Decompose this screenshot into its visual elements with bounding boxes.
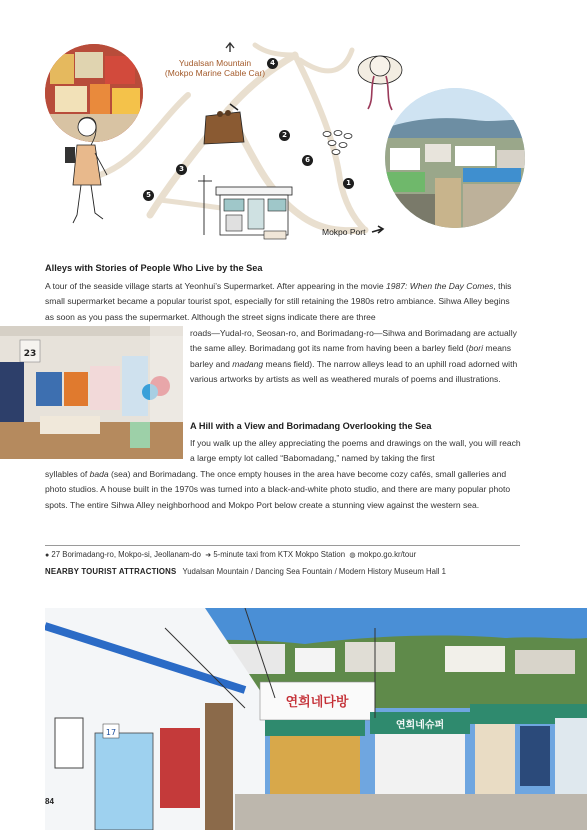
p1-text-a: A tour of the seaside village starts at Yeonhui’s Supermarket. After appearing in the movie: [45, 281, 386, 291]
p1-movie-title: 1987: When the Day Comes: [385, 281, 494, 291]
p2-term-bori: bori: [468, 343, 483, 354]
info-line: [45, 550, 416, 559]
yudalsan-name: Yudalsan Mountain: [178, 58, 252, 68]
transport-arrow-icon: ➜: [205, 552, 212, 559]
p3-text-b1: syllables of: [45, 469, 90, 479]
section2-heading: A Hill with a View and Borimadang Overlooking the Sea: [190, 421, 432, 431]
hat-illustration: [352, 44, 412, 114]
woman-illustration: [55, 115, 125, 235]
p1-text-b: , this small supermarket became a popular tourist spot, especially for still retaining the 1980s retro ambiance. Sihwa Alley begins as soon as you pass the supermarket. Although the street signs indicate there are three: [45, 281, 512, 322]
p2-term-madang: madang: [232, 358, 264, 369]
nearby-label: NEARBY TOURIST ATTRACTIONS: [45, 567, 177, 576]
address-text: 27 Borimadang-ro, Mokpo-si, Jeollanam-do: [51, 550, 201, 559]
calendar-number: 23: [23, 349, 37, 359]
map-pin-1: 1: [343, 178, 354, 189]
coffee-bag-illustration: [200, 102, 248, 146]
website-link[interactable]: mokpo.go.kr/tour: [357, 550, 417, 559]
transport-text: 5-minute taxi from KTX Mokpo Station: [213, 550, 346, 559]
street-number-plate: 17: [105, 728, 117, 737]
section2-paragraph-bottom: [45, 467, 521, 513]
p2-text-c: means field). The narrow alleys lead to an uphill road adorned with various artworks by artists as well as weathered murals of poems and illustrations.: [190, 358, 518, 385]
mokpo-port-label: Mokpo Port: [322, 227, 366, 237]
info-divider: [45, 545, 520, 546]
supermarket-sign: 연희네슈퍼: [395, 720, 445, 731]
cable-car-name: (Mokpo Marine Cable Car): [164, 68, 266, 78]
map-pin-3: 3: [176, 164, 187, 175]
page-number: 84: [45, 797, 54, 806]
map-pin-2: 2: [279, 130, 290, 141]
supermarket-interior-art: [0, 326, 183, 459]
p3-text-b2: (sea) and Borimadang. The once empty houses in the area have become cozy cafés, small galleries and photo studios. A house built in the 1970s was turned into a black-and-white photo studio, and there are many popular photo spots. The entire Sihwa Alley neighborhood and Mokpo Port below create a stunning view against the western sea.: [45, 469, 511, 510]
village-view-photo: [385, 88, 525, 228]
map-pin-5: 5: [143, 190, 154, 201]
shop-illustration: [198, 175, 298, 243]
section1-heading: Alleys with Stories of People Who Live by the Sea: [45, 263, 263, 273]
nearby-items: Yudalsan Mountain / Dancing Sea Fountain / Modern History Museum Hall 1: [182, 567, 446, 576]
map-illustration: [0, 0, 587, 250]
section1-paragraph1: [45, 279, 521, 325]
yudalsan-label: [160, 58, 270, 78]
globe-icon: ◍: [349, 552, 356, 559]
p2-text-a: roads—Yudal-ro, Seosan-ro, and Borimadang-ro—Sihwa and Borimadang are actually the same alley. Borimadang got its name from having been a barley field (: [190, 328, 517, 354]
map-pin-6: 6: [302, 155, 313, 166]
supermarket-interior-photo: [0, 326, 183, 459]
p2-text-b: means barley and: [190, 343, 512, 369]
map-pin-4: 4: [267, 58, 278, 69]
seeds-illustration: [322, 128, 354, 156]
cafe-sign: 연희네다방: [285, 695, 349, 710]
p3-term-bada: bada: [89, 469, 109, 479]
street-photo: [45, 608, 587, 830]
street-photo-art: [45, 608, 587, 830]
location-pin-icon: ●: [45, 552, 50, 559]
section1-paragraph2: [190, 326, 521, 388]
village-view-photo-art: [385, 88, 525, 228]
section2-paragraph-top: If you walk up the alley appreciating the poems and drawings on the wall, you will reach a large empty lot called “Babomadang,” named by taking the first: [190, 438, 521, 464]
nearby-attractions: [45, 567, 446, 576]
